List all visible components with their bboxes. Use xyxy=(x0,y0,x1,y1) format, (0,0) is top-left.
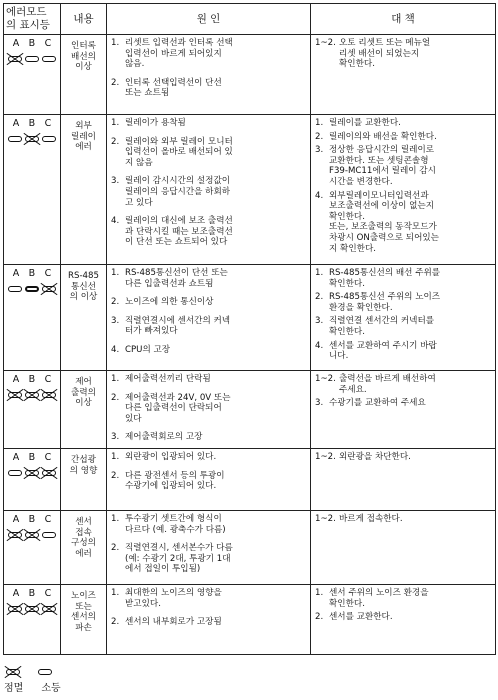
led-label: A xyxy=(12,38,20,49)
cause-cell xyxy=(107,265,311,371)
fix-item xyxy=(315,268,492,289)
indicator-cell xyxy=(4,35,61,115)
fix-item xyxy=(315,292,492,313)
cause-cell xyxy=(107,35,311,115)
table-row xyxy=(4,585,496,655)
fix-cell xyxy=(311,35,496,115)
indicator-cell xyxy=(4,449,61,511)
fix-item-number: 1~2. xyxy=(315,452,336,462)
content-cell: RS-485 통신선 의 이상 xyxy=(61,265,107,371)
content-cell: 노이즈 또는 센서의 파손 xyxy=(61,585,107,655)
led-label: B xyxy=(28,452,36,463)
legend-blink-led-icon xyxy=(6,669,20,675)
fix-item-text: 바르게 접속한다. xyxy=(339,514,403,524)
cause-item-text: 릴레이가 용착됨 xyxy=(125,118,186,128)
led-label: B xyxy=(28,374,36,385)
cause-item xyxy=(111,268,307,289)
fix-item-number: 1~2. xyxy=(315,38,336,48)
led-label: C xyxy=(44,38,52,49)
led-label: A xyxy=(12,374,20,385)
cause-item xyxy=(111,78,307,99)
led-blink-icon xyxy=(25,606,39,612)
fix-item xyxy=(315,191,492,255)
fix-item xyxy=(315,374,492,395)
cause-item-text: 인터록 선택입력선이 단선 또는 쇼트됨 xyxy=(125,77,222,99)
fix-item xyxy=(315,452,492,463)
fix-item-text: 릴레이의와 배선을 확인한다. xyxy=(329,131,437,142)
fix-item-number: 4. xyxy=(315,340,324,351)
fix-item-text: 센서 주위의 노이즈 환경을 확인한다. xyxy=(329,588,429,609)
led-label: B xyxy=(28,588,36,599)
content-cell: 센서 접속 구성의 에러 xyxy=(61,511,107,585)
cause-item-number: 1. xyxy=(111,374,120,384)
fix-cell xyxy=(311,449,496,511)
cause-item-text: 직렬연결시에 센서간의 커넥 터가 빠져있다 xyxy=(125,315,231,337)
led-label: C xyxy=(44,588,52,599)
cause-item-number: 1. xyxy=(111,268,120,278)
cause-item-text: 직렬연결시, 센서본수가 다름 (예: 수광기 2대, 투광기 1대 에서 접일이 투입됨) xyxy=(125,543,233,575)
cause-item-number: 1. xyxy=(111,38,120,48)
cause-item xyxy=(111,137,307,169)
fix-item-text: 출력선을 바르게 배선하여 주세요. xyxy=(339,374,436,395)
cause-item-number: 4. xyxy=(111,344,120,355)
cause-item-text: RS-485통신선이 단선 또는 다른 입출력선과 쇼트됨 xyxy=(125,268,228,289)
cause-cell xyxy=(107,115,311,265)
led-label: B xyxy=(28,268,36,279)
cause-item-text: 제어출력선과 24V, 0V 또는 다른 입출력선이 단락되어 있다 xyxy=(125,392,231,424)
led-label: C xyxy=(44,374,52,385)
led-blink-icon xyxy=(8,606,22,612)
cause-item-number: 2. xyxy=(111,543,120,554)
indicator-cell xyxy=(4,265,61,371)
fix-item-number: 1~2. xyxy=(315,374,336,384)
fix-item-number: 1~2. xyxy=(315,514,336,524)
fix-item-number: 3. xyxy=(315,145,324,156)
cause-item xyxy=(111,588,307,609)
fix-item-text: RS-485통신선의 배선 주위를 확인한다. xyxy=(329,268,441,289)
content-cell: 인터록 배선의 이상 xyxy=(61,35,107,115)
led-label: B xyxy=(28,38,36,49)
cause-item-number: 2. xyxy=(111,77,120,88)
legend-blink-label: 점멸 xyxy=(4,683,24,694)
cause-item xyxy=(111,543,307,575)
header-content: 내용 xyxy=(61,4,107,35)
cause-item xyxy=(111,617,307,628)
cause-item-number: 2. xyxy=(111,136,120,147)
led-label: C xyxy=(44,118,52,129)
table-row xyxy=(4,115,496,265)
fix-item xyxy=(315,316,492,337)
fix-item-number: 2. xyxy=(315,131,324,142)
fix-item-number: 1. xyxy=(315,118,324,128)
cause-cell xyxy=(107,585,311,655)
fix-item-number: 1. xyxy=(315,268,324,278)
cause-item-text: 다른 광전센서 등의 투광이 수광기에 입광되어 있다. xyxy=(125,470,225,492)
fix-item-text: 정상한 응답시간의 릴레이로 교환한다. 또는 셋팅콘솔형 F39-MC11에서 릴레이 감시 시간을 변경한다. xyxy=(329,145,436,187)
led-off-icon xyxy=(8,286,22,292)
cause-item-number: 2. xyxy=(111,470,120,481)
cause-item xyxy=(111,316,307,337)
led-on-icon xyxy=(25,286,39,292)
table-row xyxy=(4,371,496,449)
fix-item-text: 외란광을 차단한다. xyxy=(339,452,411,462)
header-fix: 대 책 xyxy=(311,4,496,35)
cause-item xyxy=(111,345,307,356)
led-label: A xyxy=(12,268,20,279)
cause-item xyxy=(111,38,307,70)
led-label: A xyxy=(12,452,20,463)
cause-item xyxy=(111,118,307,129)
fix-cell xyxy=(311,115,496,265)
led-off-icon xyxy=(25,56,39,62)
cause-item-number: 3. xyxy=(111,176,120,187)
led-label: A xyxy=(12,118,20,129)
content-cell: 외부 릴레이 에러 xyxy=(61,115,107,265)
cause-item-number: 1. xyxy=(111,452,120,462)
cause-item xyxy=(111,452,307,463)
led-label: A xyxy=(12,514,20,525)
cause-item xyxy=(111,216,307,248)
led-off-icon xyxy=(8,136,22,142)
led-blink-icon xyxy=(42,470,56,476)
legend xyxy=(4,666,94,698)
led-label: C xyxy=(44,452,52,463)
fix-cell xyxy=(311,585,496,655)
legend-off-led-icon xyxy=(38,669,52,675)
fix-item xyxy=(315,145,492,187)
cause-item-text: 센서의 내부회로가 고장됨 xyxy=(125,617,222,628)
fix-cell xyxy=(311,371,496,449)
led-blink-icon xyxy=(8,56,22,62)
cause-item-text: 노이즈에 의한 통신이상 xyxy=(125,297,214,308)
cause-item xyxy=(111,432,307,443)
cause-item-text: 릴레이와 외부 릴레이 모니터 입력선이 올바로 배선되어 있 지 않음 xyxy=(125,136,233,168)
fix-item-text: 직렬연결 센서간의 커넥터를 확인한다. xyxy=(329,316,435,337)
cause-item-number: 2. xyxy=(111,297,120,308)
cause-cell xyxy=(107,449,311,511)
fix-item-text: 릴레이를 교환한다. xyxy=(329,118,401,128)
header-mode: 에러모드 의 표시등 xyxy=(4,4,61,35)
led-blink-icon xyxy=(8,532,22,538)
fix-item-text: RS-485통신선 주위의 노이즈 환경을 확인한다. xyxy=(329,292,441,313)
led-blink-icon xyxy=(42,286,56,292)
fix-item-number: 2. xyxy=(315,292,324,303)
fix-item xyxy=(315,398,492,409)
table-row xyxy=(4,35,496,115)
led-label: A xyxy=(12,588,20,599)
cause-item xyxy=(111,514,307,535)
led-off-icon xyxy=(42,136,56,142)
led-blink-icon xyxy=(25,392,39,398)
led-off-icon xyxy=(42,532,56,538)
indicator-cell xyxy=(4,585,61,655)
cause-item-text: 제어출력회로의 고장 xyxy=(125,432,203,443)
cause-item-number: 2. xyxy=(111,392,120,403)
led-blink-icon xyxy=(25,136,39,142)
table-row xyxy=(4,265,496,371)
cause-item xyxy=(111,393,307,425)
fix-item-number: 2. xyxy=(315,612,324,623)
cause-item-text: 투수광기 셋트간에 형식이 다르다 (예. 광축수가 다름) xyxy=(125,514,226,535)
header-cause: 원 인 xyxy=(107,4,311,35)
fix-cell xyxy=(311,511,496,585)
led-blink-icon xyxy=(8,392,22,398)
fix-item-text: 오토 리셋트 또는 메뉴얼 리셋 배선이 되었는지 확인한다. xyxy=(339,38,431,70)
cause-item xyxy=(111,297,307,308)
table-row xyxy=(4,511,496,585)
led-label: C xyxy=(44,268,52,279)
fix-item xyxy=(315,118,492,129)
fix-item-text: 센서를 교환하여 주시기 바랍 니다. xyxy=(329,340,437,362)
led-blink-icon xyxy=(25,532,39,538)
header-row xyxy=(4,4,496,35)
fix-item xyxy=(315,341,492,362)
fix-item-number: 3. xyxy=(315,398,324,409)
cause-item-number: 1. xyxy=(111,514,120,524)
led-label: C xyxy=(44,514,52,525)
fix-item-text: 외부릴레이모니터입력선과 보조출력선에 이상이 없는지 확인한다. 또는, 보조출력의 동작모드가 차광시 ON출력으로 되어있는 지 확인한다. xyxy=(329,190,439,254)
fix-item xyxy=(315,612,492,623)
led-label: B xyxy=(28,118,36,129)
fix-item xyxy=(315,132,492,143)
cause-item-number: 1. xyxy=(111,118,120,128)
cause-item-text: 릴레이 감시시간의 설정값이 릴레이의 응답시간을 하회하 고 있다 xyxy=(125,176,231,208)
cause-item-number: 1. xyxy=(111,588,120,598)
cause-cell xyxy=(107,511,311,585)
legend-on-label: 소등 xyxy=(41,683,61,694)
fix-item-number: 3. xyxy=(315,316,324,327)
fix-item-number: 4. xyxy=(315,190,324,201)
fix-item xyxy=(315,588,492,609)
cause-item-number: 3. xyxy=(111,315,120,326)
cause-item-text: 릴레이의 대신에 보조 출력선 과 단락시킬 때는 보조출력선 이 단선 또는 쇼트되어 있다 xyxy=(125,216,233,248)
content-cell: 제어 출력의 이상 xyxy=(61,371,107,449)
table-row xyxy=(4,449,496,511)
cause-item xyxy=(111,471,307,492)
led-label: B xyxy=(28,514,36,525)
led-off-icon xyxy=(42,56,56,62)
fix-item xyxy=(315,38,492,70)
error-mode-table xyxy=(3,3,496,655)
cause-item-text: CPU의 고장 xyxy=(125,344,171,355)
fix-item-text: 수광기를 교환하여 주세요 xyxy=(329,398,426,409)
indicator-cell xyxy=(4,511,61,585)
fix-item-number: 1. xyxy=(315,588,324,598)
led-blink-icon xyxy=(25,470,39,476)
indicator-cell xyxy=(4,371,61,449)
cause-item-number: 2. xyxy=(111,617,120,628)
cause-item-text: 최대한의 노이즈의 영향을 받고있다. xyxy=(125,588,222,609)
cause-item-number: 3. xyxy=(111,432,120,443)
indicator-cell xyxy=(4,115,61,265)
cause-cell xyxy=(107,371,311,449)
cause-item xyxy=(111,374,307,385)
cause-item-text: 외란광이 입광되어 있다. xyxy=(125,452,217,462)
led-off-icon xyxy=(8,470,22,476)
cause-item-text: 리셋트 입력선과 인터록 선택 입력선이 바르게 되어있지 않음. xyxy=(125,38,233,70)
cause-item-text: 제어출력선끼리 단락됨 xyxy=(125,374,211,384)
fix-item-text: 센서를 교환한다. xyxy=(329,612,393,623)
fix-cell xyxy=(311,265,496,371)
fix-item xyxy=(315,514,492,525)
cause-item-number: 4. xyxy=(111,216,120,227)
led-blink-icon xyxy=(42,392,56,398)
cause-item xyxy=(111,176,307,208)
content-cell: 간섭광 의 영향 xyxy=(61,449,107,511)
led-blink-icon xyxy=(42,606,56,612)
